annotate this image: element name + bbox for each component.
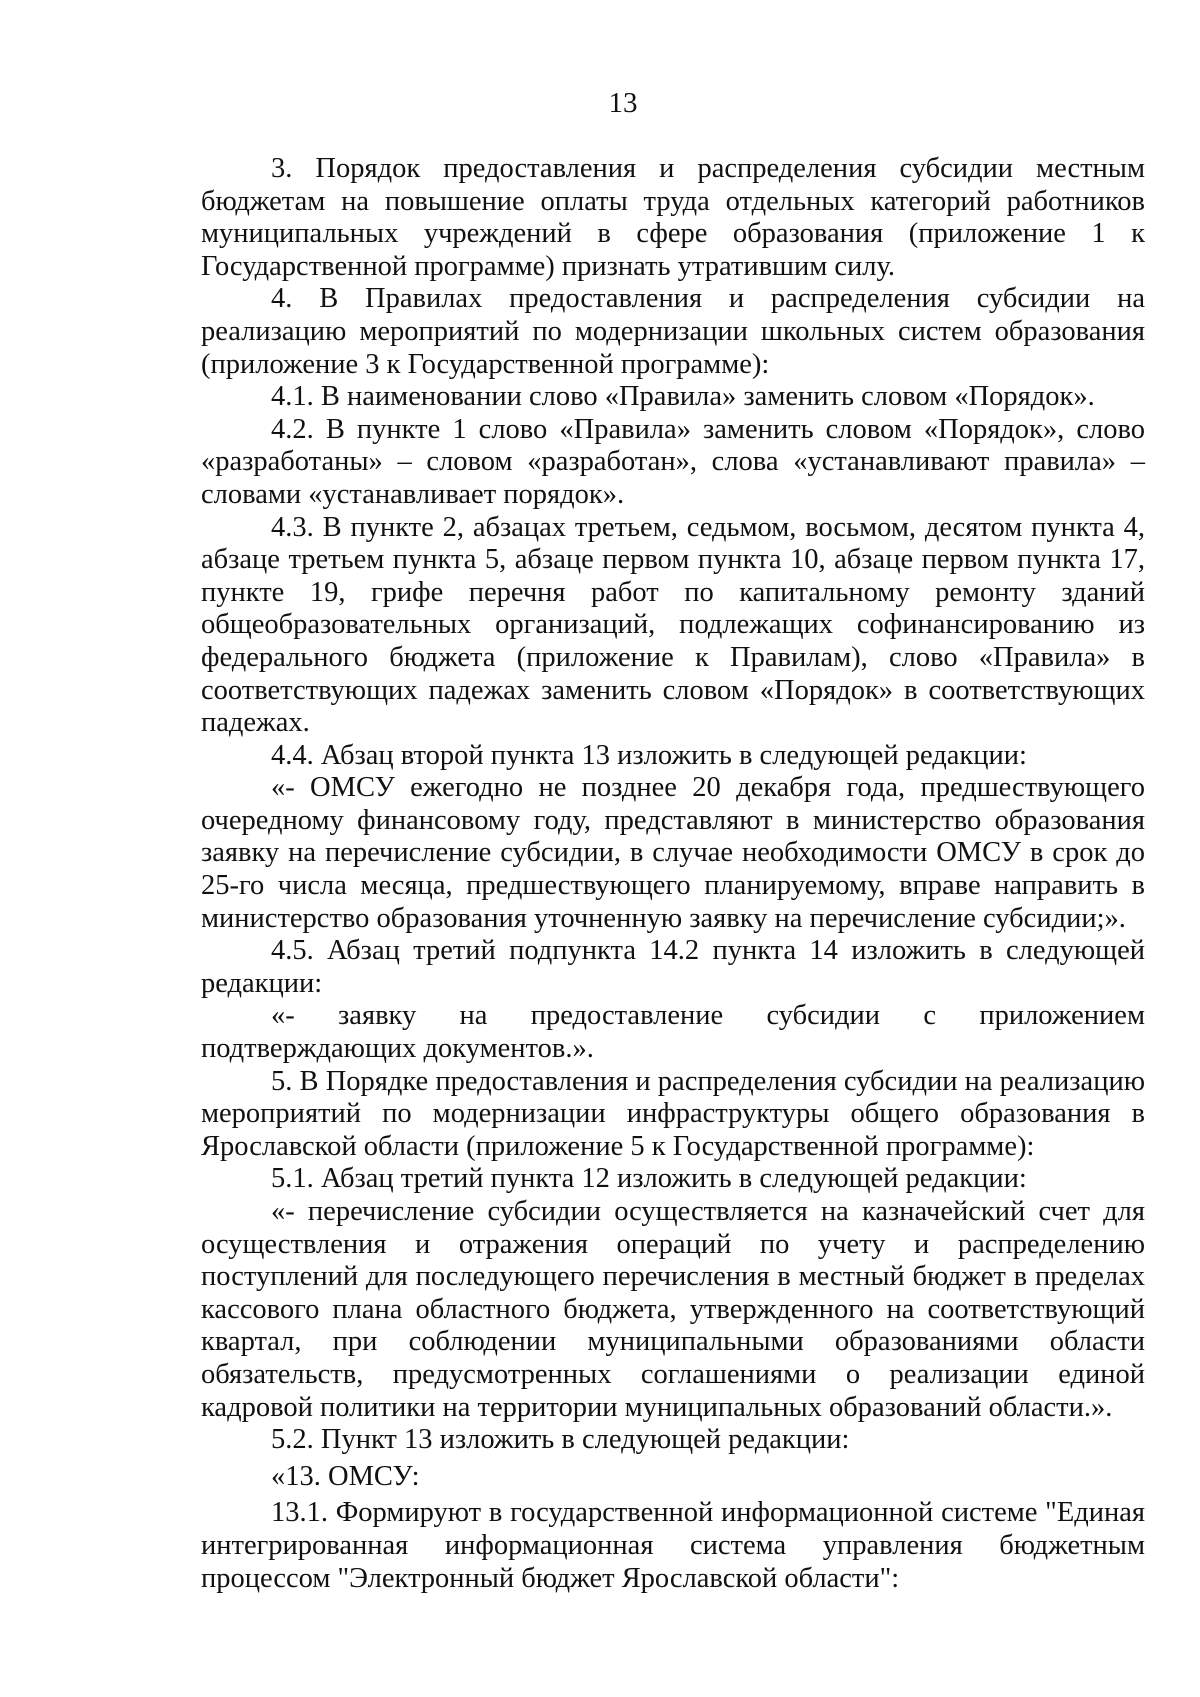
paragraph-4-5: 4.5. Абзац третий подпункта 14.2 пункта 14 изложить в следующей редакции: bbox=[201, 935, 1145, 999]
paragraph-5-1: 5.1. Абзац третий пункта 12 изложить в следующей редакции: bbox=[271, 1163, 1027, 1195]
paragraph-4-3: 4.3. В пункте 2, абзацах третьем, седьмом, восьмом, десятом пункта 4, абзаце третьем пункта 5, абзаце первом пункта 10, абзаце первом пункта 17, пункте 19, грифе перечня работ по капитальному ремонту зданий общеобразовательных организаций, подлежащих софинансированию из федерального бюджета (приложение к Правилам), слово «Правила» в соответствующих падежах заменить словом «Порядок» в соответствующих падежах. bbox=[201, 511, 1145, 739]
paragraph-4-2: 4.2. В пункте 1 слово «Правила» заменить словом «Порядок», слово «разработаны» – словом «разработан», слова «устанавливают правила» – словами «устанавливает порядок». bbox=[201, 413, 1145, 510]
paragraph-5: 5. В Порядке предоставления и распределения субсидии на реализацию мероприятий по модернизации инфраструктуры общего образования в Ярославской области (приложение 5 к Государственной программе): bbox=[201, 1065, 1145, 1162]
document-body bbox=[201, 153, 1145, 1595]
paragraph-4-5-quote: «- заявку на предоставление субсидии с приложением подтверждающих документов.». bbox=[201, 1000, 1145, 1065]
paragraph-4-1: 4.1. В наименовании слово «Правила» заменить словом «Порядок». bbox=[271, 381, 1095, 413]
paragraph-4: 4. В Правилах предоставления и распределения субсидии на реализацию мероприятий по модернизации школьных систем образования (приложение 3 к Государственной программе): bbox=[201, 283, 1145, 380]
paragraph-13-omsu: «13. ОМСУ: bbox=[271, 1460, 420, 1492]
paragraph-5-1-quote: «- перечисление субсидии осуществляется на казначейский счет для осуществления и отражения операций по учету и распределению поступлений для последующего перечисления в местный бюджет в пределах кассового плана областного бюджета, утвержденного на соответствующий квартал, при соблюдении муниципальными образованиями области обязательств, предусмотренных соглашениями о реализации единой кадровой политики на территории муниципальных образований области.». bbox=[201, 1196, 1145, 1423]
paragraph-4-4-quote: «- ОМСУ ежегодно не позднее 20 декабря года, предшествующего очередному финансовому году, представляют в министерство образования заявку на перечисление субсидии, в случае необходимости ОМСУ в срок до 25-го числа месяца, предшествующего планируемому, вправе направить в министерство образования уточненную заявку на перечисление субсидии;». bbox=[201, 772, 1145, 934]
paragraph-5-2: 5.2. Пункт 13 изложить в следующей редакции: bbox=[271, 1424, 850, 1456]
paragraph-4-4: 4.4. Абзац второй пункта 13 изложить в следующей редакции: bbox=[271, 739, 1027, 771]
page-number: 13 bbox=[608, 87, 638, 119]
paragraph-13-1: 13.1. Формируют в государственной информационной системе "Единая интегрированная информационная система управления бюджетным процессом "Электронный бюджет Ярославской области": bbox=[201, 1497, 1145, 1594]
paragraph-3: 3. Порядок предоставления и распределения субсидии местным бюджетам на повышение оплаты труда отдельных категорий работников муниципальных учреждений в сфере образования (приложение 1 к Государственной программе) признать утратившим силу. bbox=[201, 153, 1145, 282]
